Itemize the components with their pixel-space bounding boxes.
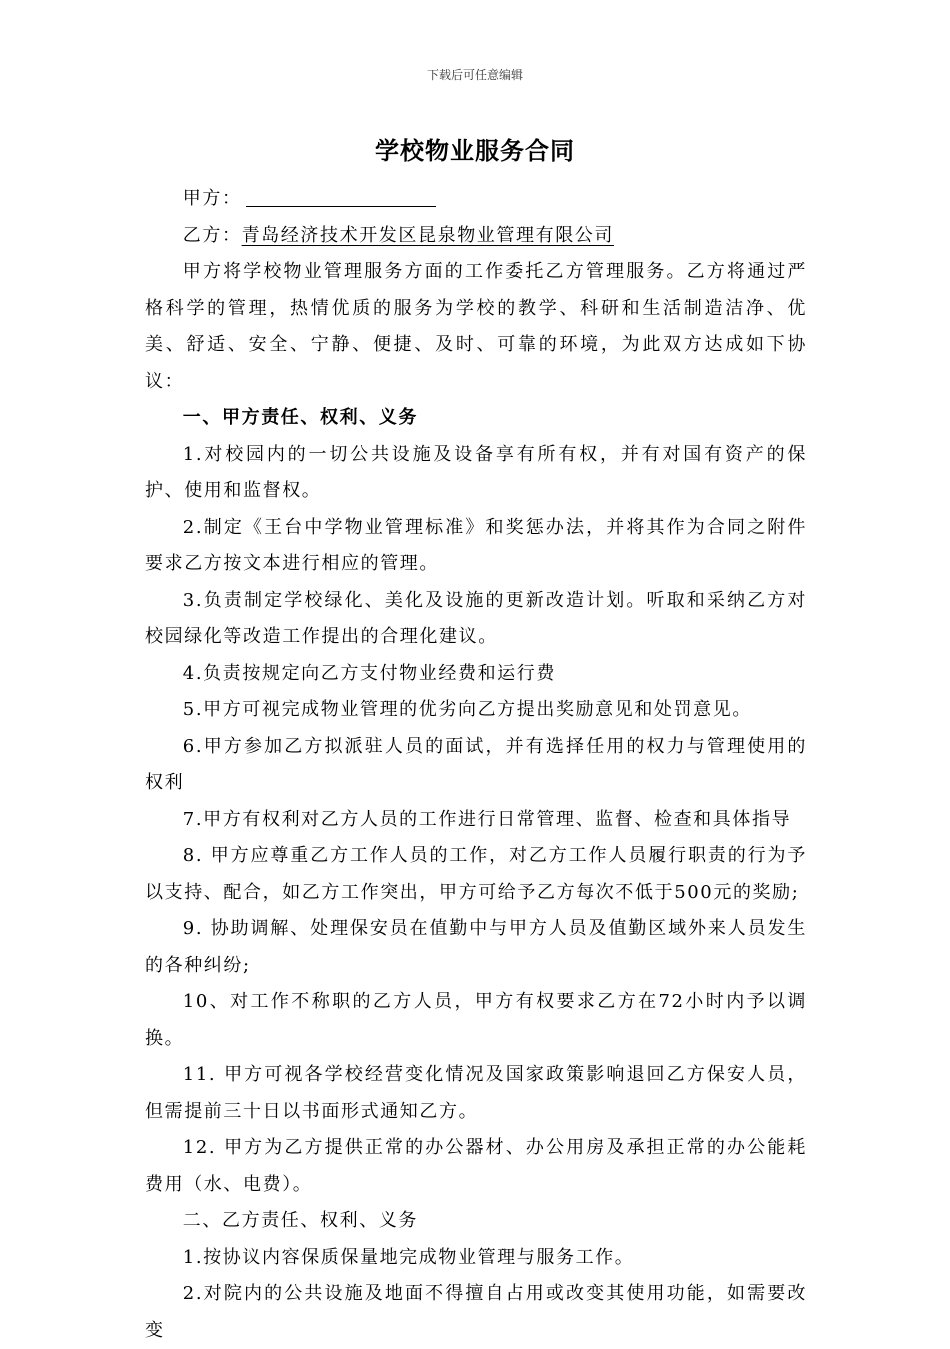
document-title: 学校物业服务合同 <box>375 137 575 165</box>
contract-body <box>145 181 807 1349</box>
header-note: 下载后可任意编辑 <box>426 68 523 82</box>
section-1-item: 9. 协助调解、处理保安员在值勤中与甲方人员及值勤区域外来人员发生的各种纠纷; <box>145 918 807 976</box>
party-b-line <box>145 218 807 255</box>
section-1-item: 3.负责制定学校绿化、美化及设施的更新改造计划。听取和采纳乙方对校园绿化等改造工作提出的合理化建议。 <box>145 589 807 647</box>
section-2-heading: 二、乙方责任、权利、义务 <box>182 1210 418 1231</box>
section-1-item: 8. 甲方应尊重乙方工作人员的工作，对乙方工作人员履行职责的行为予以支持、配合，如乙方工作突出，甲方可给予乙方每次不低于500元的奖励; <box>145 845 807 903</box>
section-1-item: 1.对校园内的一切公共设施及设备享有所有权，并有对国有资产的保护、使用和监督权。 <box>145 443 807 501</box>
party-a-label: 甲方： <box>182 188 242 209</box>
section-1-item: 6.甲方参加乙方拟派驻人员的面试，并有选择任用的权力与管理使用的权利 <box>145 735 807 793</box>
party-b-label: 乙方： <box>182 224 242 246</box>
section-1-item: 4.负责按规定向乙方支付物业经费和运行费 <box>182 662 556 684</box>
party-a-blank-field <box>246 186 436 207</box>
party-b-name: 青岛经济技术开发区昆泉物业管理有限公司 <box>241 224 615 246</box>
intro-paragraph: 甲方将学校物业管理服务方面的工作委托乙方管理服务。乙方将通过严格科学的管理，热情优质的服务为学校的教学、科研和生活制造洁净、优美、舒适、安全、宁静、便捷、及时、可靠的环境，为此双方达成如下协议： <box>145 261 807 392</box>
section-1-item: 7.甲方有权利对乙方人员的工作进行日常管理、监督、检查和具体指导 <box>182 808 792 830</box>
party-a-line <box>145 181 807 218</box>
section-2-item: 1.按协议内容保质保量地完成物业管理与服务工作。 <box>182 1246 635 1268</box>
section-2-item: 2.对院内的公共设施及地面不得擅自占用或改变其使用功能，如需要改变 <box>145 1283 807 1341</box>
section-1-item: 12. 甲方为乙方提供正常的办公器材、办公用房及承担正常的办公能耗费用（水、电费）。 <box>145 1137 807 1195</box>
section-1-item: 10、对工作不称职的乙方人员，甲方有权要求乙方在72小时内予以调换。 <box>145 991 807 1049</box>
section-1-heading: 一、甲方责任、权利、义务 <box>182 407 418 428</box>
section-1-item: 2.制定《王台中学物业管理标准》和奖惩办法，并将其作为合同之附件要求乙方按文本进行相应的管理。 <box>145 516 807 574</box>
section-1-item: 11. 甲方可视各学校经营变化情况及国家政策影响退回乙方保安人员，但需提前三十日以书面形式通知乙方。 <box>145 1064 807 1122</box>
section-1-item: 5.甲方可视完成物业管理的优劣向乙方提出奖励意见和处罚意见。 <box>182 699 752 720</box>
